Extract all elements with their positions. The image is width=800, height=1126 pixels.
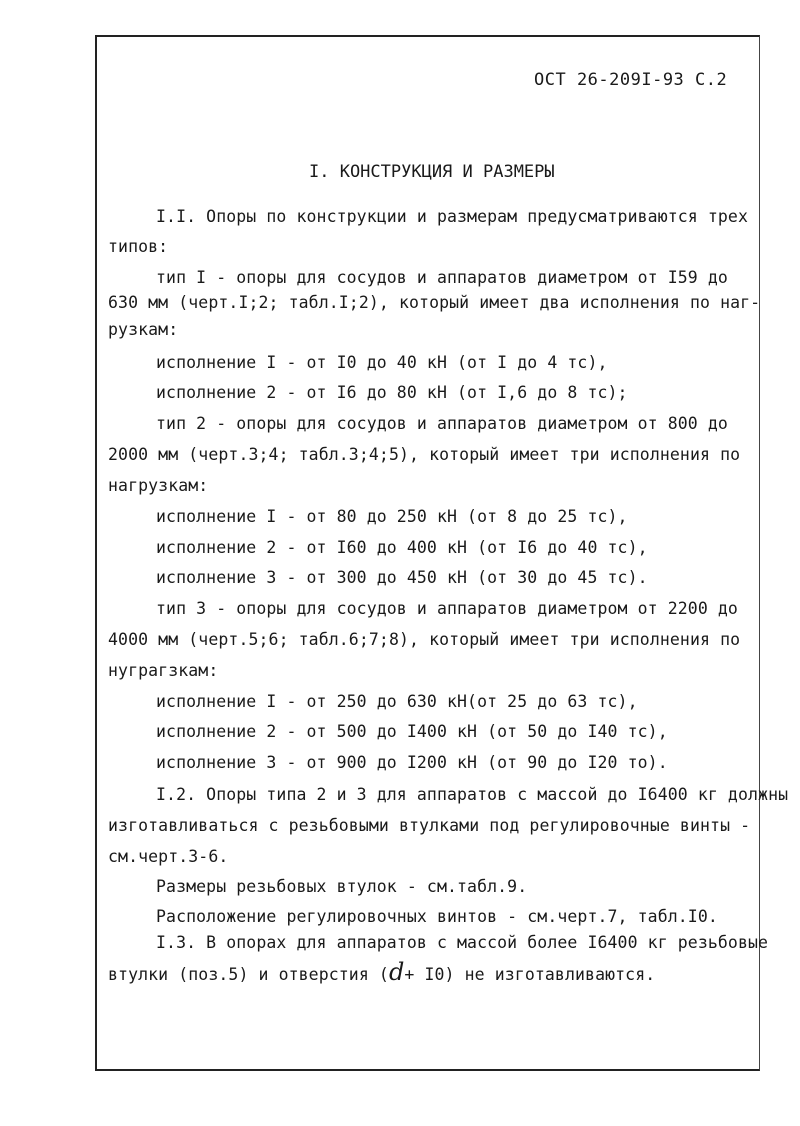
- text-line: исполнение I - от 250 до 630 кН(от 25 до 63 тс),: [156, 692, 638, 711]
- text-line: Размеры резьбовых втулок - см.табл.9.: [156, 877, 528, 896]
- text-line: I.2. Опоры типа 2 и 3 для аппаратов с массой до I6400 кг должны: [156, 785, 789, 804]
- text-line: I.I. Опоры по конструкции и размерам предусматриваются трех: [156, 207, 748, 226]
- text-line: 4000 мм (черт.5;6; табл.6;7;8), который имеет три исполнения по: [108, 630, 741, 649]
- text-line: 630 мм (черт.I;2; табл.I;2), который имеет два исполнения по наг-: [108, 293, 761, 312]
- diameter-symbol: d: [388, 958, 405, 986]
- text-line: типов:: [108, 237, 169, 256]
- text-line: нуграгзкам:: [108, 661, 219, 680]
- text-line: исполнение 3 - от 900 до I200 кН (от 90 до I20 то).: [156, 753, 668, 772]
- text-line: тип I - опоры для сосудов и аппаратов диаметром от I59 до: [156, 268, 728, 287]
- text-segment: + I0) не изготавливаются.: [404, 965, 656, 984]
- text-line: см.черт.3-6.: [108, 847, 229, 866]
- text-line: Расположение регулировочных винтов - см.черт.7, табл.I0.: [156, 907, 718, 926]
- text-line: I.3. В опорах для аппаратов с массой более I6400 кг резьбовые: [156, 933, 769, 952]
- text-segment: втулки (поз.5) и отверстия (: [108, 965, 389, 984]
- text-line: исполнение 2 - от I6 до 80 кН (от I,6 до 8 тс);: [156, 383, 628, 402]
- text-line: рузкам:: [108, 320, 179, 339]
- text-line: исполнение 3 - от 300 до 450 кН (от 30 до 45 тс).: [156, 568, 648, 587]
- text-line: тип 3 - опоры для сосудов и аппаратов диаметром от 2200 до: [156, 599, 738, 618]
- text-line: тип 2 - опоры для сосудов и аппаратов диаметром от 800 до: [156, 414, 728, 433]
- document-code: ОСТ 26-209I-93 С.2: [534, 70, 728, 90]
- text-line: исполнение 2 - от 500 до I400 кН (от 50 до I40 тс),: [156, 722, 668, 741]
- section-title: I. КОНСТРУКЦИЯ И РАЗМЕРЫ: [309, 162, 555, 182]
- text-line-last: [108, 958, 656, 986]
- text-line: исполнение I - от I0 до 40 кН (от I до 4 тс),: [156, 353, 608, 372]
- text-line: нагрузкам:: [108, 476, 209, 495]
- text-line: 2000 мм (черт.3;4; табл.3;4;5), который имеет три исполнения по: [108, 445, 741, 464]
- text-line: исполнение I - от 80 до 250 кН (от 8 до 25 тс),: [156, 507, 628, 526]
- text-line: изготавливаться с резьбовыми втулками под регулировочные винты -: [108, 816, 751, 835]
- text-line: исполнение 2 - от I60 до 400 кН (от I6 до 40 тс),: [156, 538, 648, 557]
